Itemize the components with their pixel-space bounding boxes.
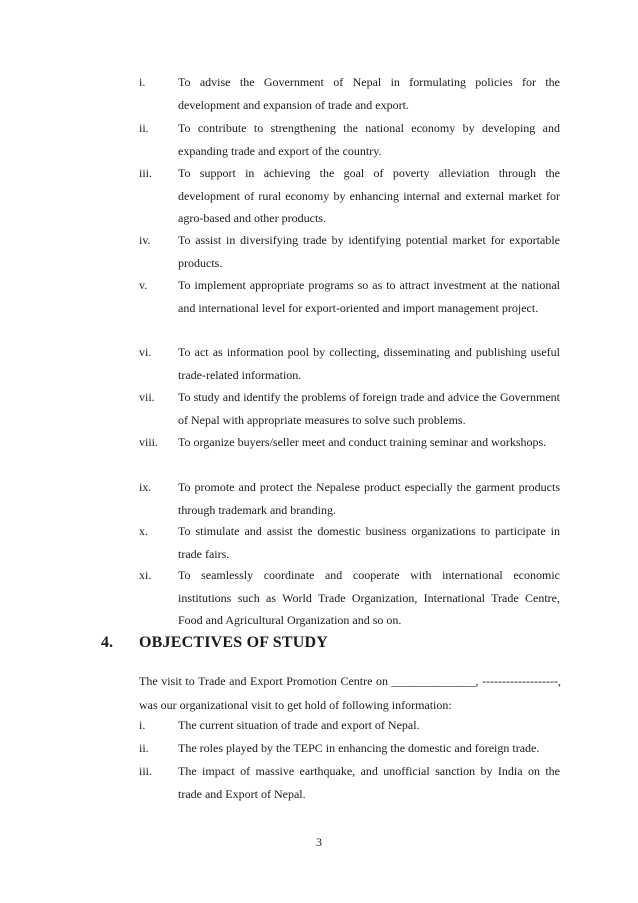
list-item-number: i. [139, 75, 146, 89]
list-item-text: To promote and protect the Nepalese product especially the garment products through trademark and branding. [178, 480, 560, 517]
list-item-number: ix. [139, 480, 152, 494]
list-item-number: xi. [139, 568, 152, 582]
objective-text: The roles played by the TEPC in enhancing the domestic and foreign trade. [178, 741, 540, 755]
list-item-number: vi. [139, 345, 152, 359]
section-intro: The visit to Trade and Export Promotion Centre on ______________, -------------------, was our organizational visit to get hold of following information: [139, 674, 561, 712]
list-item-text: To seamlessly coordinate and cooperate with international economic institutions such as World Trade Organization, International Trade Centre, Food and Agricultural Organization and so on. [178, 568, 560, 627]
section-number: 4. [101, 634, 113, 651]
list-item-text: To stimulate and assist the domestic business organizations to participate in trade fairs. [178, 524, 560, 561]
list-item-text: To organize buyers/seller meet and conduct training seminar and workshops. [178, 435, 547, 449]
list-item-number: ii. [139, 121, 149, 135]
objective-text: The current situation of trade and export of Nepal. [178, 718, 420, 732]
objective-number: iii. [139, 764, 153, 778]
list-item-text: To support in achieving the goal of poverty alleviation through the development of rural economy by enhancing internal and external market for agro-based and other products. [178, 166, 560, 225]
list-item-text: To act as information pool by collecting, disseminating and publishing useful trade-related information. [178, 345, 560, 382]
section-title: OBJECTIVES OF STUDY [139, 634, 329, 651]
list-item-text: To implement appropriate programs so as to attract investment at the national and international level for export-oriented and import management project. [178, 278, 560, 315]
list-item-text: To assist in diversifying trade by identifying potential market for exportable products. [178, 233, 560, 270]
list-item-text: To advise the Government of Nepal in formulating policies for the development and expansion of trade and export. [178, 75, 560, 112]
list-item-number: vii. [139, 390, 155, 404]
list-item-text: To contribute to strengthening the national economy by developing and expanding trade and export of the country. [178, 121, 560, 158]
objective-text: The impact of massive earthquake, and unofficial sanction by India on the trade and Export of Nepal. [178, 764, 560, 801]
objective-number: i. [139, 718, 146, 732]
page-number: 3 [316, 835, 322, 849]
list-item-number: iv. [139, 233, 151, 247]
list-item-number: x. [139, 524, 148, 538]
list-item-text: To study and identify the problems of foreign trade and advice the Government of Nepal with appropriate measures to solve such problems. [178, 390, 560, 427]
list-item-number: viii. [139, 435, 159, 449]
list-item-number: iii. [139, 166, 153, 180]
objective-number: ii. [139, 741, 149, 755]
list-item-number: v. [139, 278, 148, 292]
